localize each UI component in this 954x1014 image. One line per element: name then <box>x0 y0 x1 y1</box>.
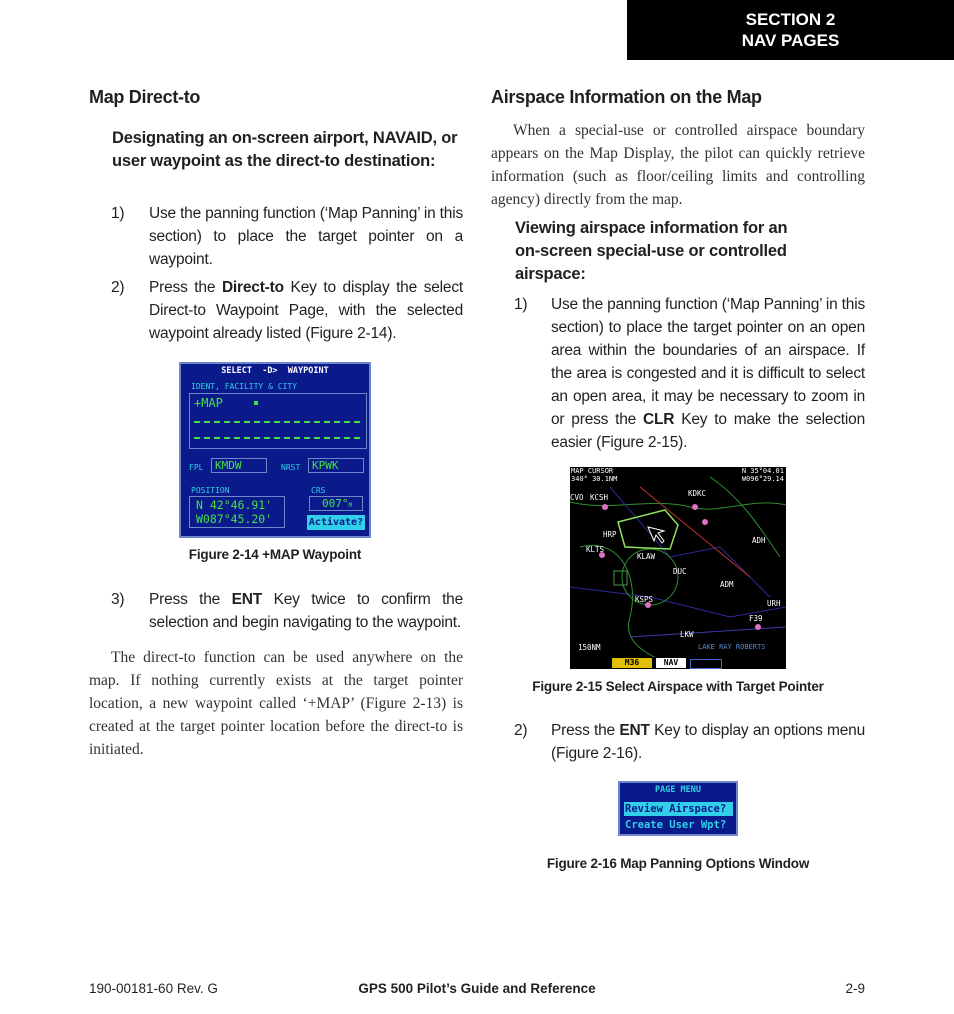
key-name: ENT <box>231 591 263 608</box>
map-direct-to-heading: Map Direct-to <box>89 87 201 107</box>
key-name: Direct-to <box>221 279 284 296</box>
map-waypoint-label: LKW <box>680 630 694 639</box>
activate-button[interactable]: Activate? <box>308 517 364 528</box>
step-text: Use the panning function (‘Map Panning’ in this section) to place the target pointer on an open area within the boundaries of an airspace. If the area is congested and it is difficult to select an open area, it may be necessary to zoom in or press the CLR Key to make the selection easier (Figure 2-15). <box>551 296 866 451</box>
map-waypoint-label: ADM <box>720 580 734 589</box>
direct-to-paragraph: The direct-to function can be used anywhere on the map. If nothing currently exists at the target pointer location, a new waypoint called ‘+MAP’ (Figure 2-13) is created at the target pointer location before the direct-to is initiated. <box>89 649 463 758</box>
map-waypoint-label: KLTS <box>586 545 605 554</box>
map-coordinates: N 35°04.01 W096°29.14 <box>741 467 784 483</box>
step-number: 1) <box>514 296 528 313</box>
figure-2-14-screen <box>179 362 371 538</box>
section-tab <box>627 0 954 60</box>
nrst-value: KPWK <box>308 458 364 473</box>
step-number: 3) <box>111 591 125 608</box>
cdi-bar <box>690 659 722 669</box>
airspace-heading: Airspace Information on the Map <box>491 87 762 107</box>
map-scale: 150NM <box>578 643 601 652</box>
map-waypoint-label: ADH <box>752 536 766 545</box>
map-waypoint-label: CVO <box>570 493 584 502</box>
map-waypoint-label: KSPS <box>635 595 654 604</box>
left-step-1 <box>111 202 463 272</box>
fpl-label: FPL <box>189 463 204 472</box>
map-waypoint-label: KLAW <box>637 552 656 561</box>
airspace-subheading: Viewing airspace information for an on-screen special-use or controlled airspace: <box>515 219 788 283</box>
section-title: NAV PAGES <box>741 31 840 50</box>
figure-2-16-screen <box>618 781 738 836</box>
map-waypoint-label: URH <box>767 599 781 608</box>
left-step-3 <box>111 588 463 634</box>
figure-2-14-caption: Figure 2-14 +MAP Waypoint <box>188 547 362 562</box>
map-waypoint-label: KDKC <box>688 489 707 498</box>
nav-mode: NAV <box>656 658 686 668</box>
crs-label: CRS <box>311 486 326 495</box>
step-text: Use the panning function (‘Map Panning’ in this section) to place the target pointer on a waypoint. <box>149 205 464 268</box>
step-number: 1) <box>111 205 125 222</box>
review-airspace-option[interactable]: Review Airspace? <box>624 802 733 816</box>
cursor-icon <box>254 401 258 405</box>
figure-2-16-caption: Figure 2-16 Map Panning Options Window <box>546 856 810 871</box>
lake-label: LAKE RAY ROBERTS <box>698 643 766 651</box>
ident-box <box>189 393 367 449</box>
fpl-value: KMDW <box>211 458 267 473</box>
direct-to-icon: -D> <box>257 366 283 376</box>
step-number: 2) <box>514 722 528 739</box>
step-number: 2) <box>111 279 125 296</box>
figure-2-15-map <box>570 467 786 669</box>
footer-title: GPS 500 Pilot’s Guide and Reference <box>358 981 596 996</box>
map-waypoint-label: HRP <box>603 530 617 539</box>
create-user-wpt-option[interactable]: Create User Wpt? <box>625 819 727 831</box>
crs-box: 007°M <box>309 496 363 511</box>
map-waypoint-label: KCSH <box>590 493 609 502</box>
position-label: POSITION <box>191 486 230 495</box>
airspace-intro: When a special-use or controlled airspace boundary appears on the Map Display, the pilot can quickly retrieve information (such as floor/ceiling limits and controlling agency) directly from the map. <box>491 122 865 208</box>
latitude: N 42°46.91' <box>196 498 273 512</box>
dash-line <box>194 421 360 423</box>
fig14-title-bar: SELECT -D> WAYPOINT <box>221 366 329 376</box>
direct-to-subheading: Designating an on-screen airport, NAVAID, or user waypoint as the direct-to destination: <box>112 129 458 170</box>
map-waypoint-label: DUC <box>673 567 687 576</box>
ident-value: +MAP <box>194 396 223 410</box>
altitude-field: M36 <box>612 658 652 668</box>
figure-2-15-caption: Figure 2-15 Select Airspace with Target Pointer <box>532 679 824 694</box>
crs-value: 007° <box>322 497 349 510</box>
key-name: ENT <box>619 722 650 739</box>
right-step-2 <box>514 719 865 765</box>
map-status-bar <box>570 657 786 669</box>
page-menu-title: PAGE MENU <box>654 785 702 795</box>
map-waypoint-label: F39 <box>749 614 763 623</box>
position-box <box>189 496 285 528</box>
step-text: Press the Direct-to Key to display the select Direct-to Waypoint Page, with the selected waypoint already listed (Figure 2-14). <box>149 279 463 342</box>
map-cursor-label: MAP CURSOR 340° 30.1NM <box>571 467 618 483</box>
key-name: CLR <box>643 411 675 428</box>
longitude: W087°45.20' <box>196 512 273 526</box>
section-number: SECTION 2 <box>745 10 836 29</box>
left-step-2 <box>111 276 463 346</box>
footer-page-number: 2-9 <box>845 981 865 996</box>
ident-label: IDENT, FACILITY & CITY <box>191 382 297 391</box>
step-text: Press the ENT Key to display an options menu (Figure 2-16). <box>551 722 865 762</box>
footer-part-number: 190-00181-60 Rev. G <box>89 981 218 996</box>
right-step-1 <box>514 293 865 455</box>
nrst-label: NRST <box>281 463 301 472</box>
dash-line <box>194 437 360 439</box>
step-text: Press the ENT Key twice to confirm the selection and begin navigating to the waypoint. <box>149 591 464 631</box>
